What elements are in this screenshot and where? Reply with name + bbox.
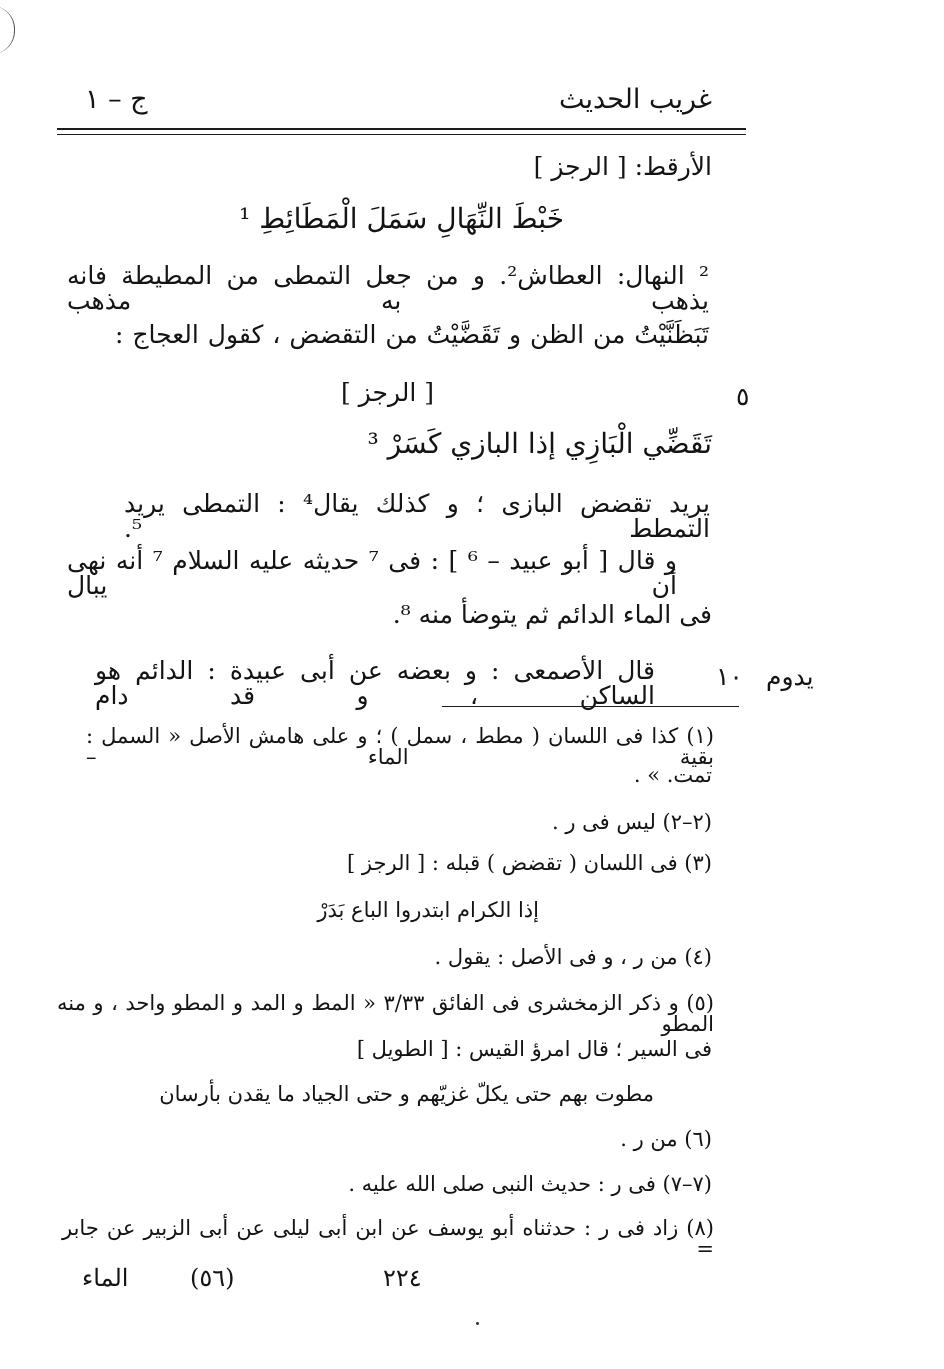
footnote-5: (٥) و ذكر الزمخشرى فى الفائق ٣/٣٣ « المط و المد و المطو واحد ، و منه المطو xyxy=(57,991,714,1036)
running-title: غريب الحديث xyxy=(559,84,712,115)
line-number-10: ١٠ xyxy=(716,662,743,691)
volume-label: ج – ١ xyxy=(85,84,148,115)
verse-1: خَبْطَ النِّهَالِ سَمَلَ الْمَطَائِطِ ¹ xyxy=(239,202,564,235)
footnote-6: (٦) من ر . xyxy=(620,1127,712,1151)
header-rule-thick xyxy=(57,128,746,130)
section-number: (٥٦) xyxy=(190,1264,235,1292)
catchword: الماء xyxy=(82,1264,129,1292)
line-number-5: ٥ xyxy=(736,382,750,411)
margin-note: يدوم xyxy=(766,662,814,691)
footnote-5-verse: مطوت بهم حتى يكلّ غزيّهم و حتى الجياد ما يقدن بأرسان xyxy=(159,1082,654,1106)
page-number: ٢٢٤ xyxy=(383,1264,422,1292)
verse-2: تَقَضِّي الْبَازِي إذا البازي كَسَرْ ³ xyxy=(367,427,712,460)
footnote-1-cont: تمت. » . xyxy=(633,763,712,787)
page-speck xyxy=(476,1322,479,1325)
footnote-rule xyxy=(442,706,739,707)
footnote-8: (٨) زاد فى ر : حدثناه أبو يوسف عن ابن أبى ليلى عن أبى الزبير عن جابر = xyxy=(62,1216,714,1261)
body-line-8: و قال [ أبو عبيد – ⁶ ] : فى ⁷ حديثه عليه السلام ⁷ أنه نهى أن يبال xyxy=(67,546,677,600)
body-line-1: الأرقط: [ الرجز ] xyxy=(533,152,712,181)
verse-meter-label: [ الرجز ] xyxy=(340,378,434,407)
footnote-1: (١) كذا فى اللسان ( مطط ، سمل ) ؛ و على هامش الأصل « السمل : بقية الماء – xyxy=(86,724,714,769)
footnote-7: (٧–٧) فى ر : حديث النبى صلى الله عليه . xyxy=(348,1172,712,1196)
footnote-3: (٣) فى اللسان ( تقضض ) قبله : [ الرجز ] xyxy=(347,851,712,875)
body-line-9: فى الماء الدائم ثم يتوضأ منه ⁸. xyxy=(392,600,712,629)
page-edge-mark xyxy=(0,6,15,54)
header-rule-thin xyxy=(57,134,746,135)
body-line-4: تَبَظَنَّيْتُ من الظن و تَقَضَّيْتُ من التقضض ، كقول العجاج : xyxy=(115,320,709,349)
footnote-5-cont: فى السير ؛ قال امرؤ القيس : [ الطويل ] xyxy=(356,1037,712,1061)
footnote-4: (٤) من ر ، و فى الأصل : يقول . xyxy=(434,945,712,969)
footnote-3-verse: إذا الكرام ابتدروا الباع بَدَرْ xyxy=(317,898,539,922)
body-line-7: يريد تقضض البازى ؛ و كذلك يقال⁴ : التمطى يريد التمطط ⁵. xyxy=(124,489,710,543)
body-line-10: قال الأصمعى : و بعضه عن أبى عبيدة : الدائم هو الساكن ، و قد دام xyxy=(95,656,655,710)
body-line-3: ² النهال: العطاش². و من جعل التمطى من المطيطة فانه يذهب به مذهب xyxy=(67,261,709,315)
footnote-2: (٢–٢) ليس فى ر . xyxy=(551,810,712,834)
